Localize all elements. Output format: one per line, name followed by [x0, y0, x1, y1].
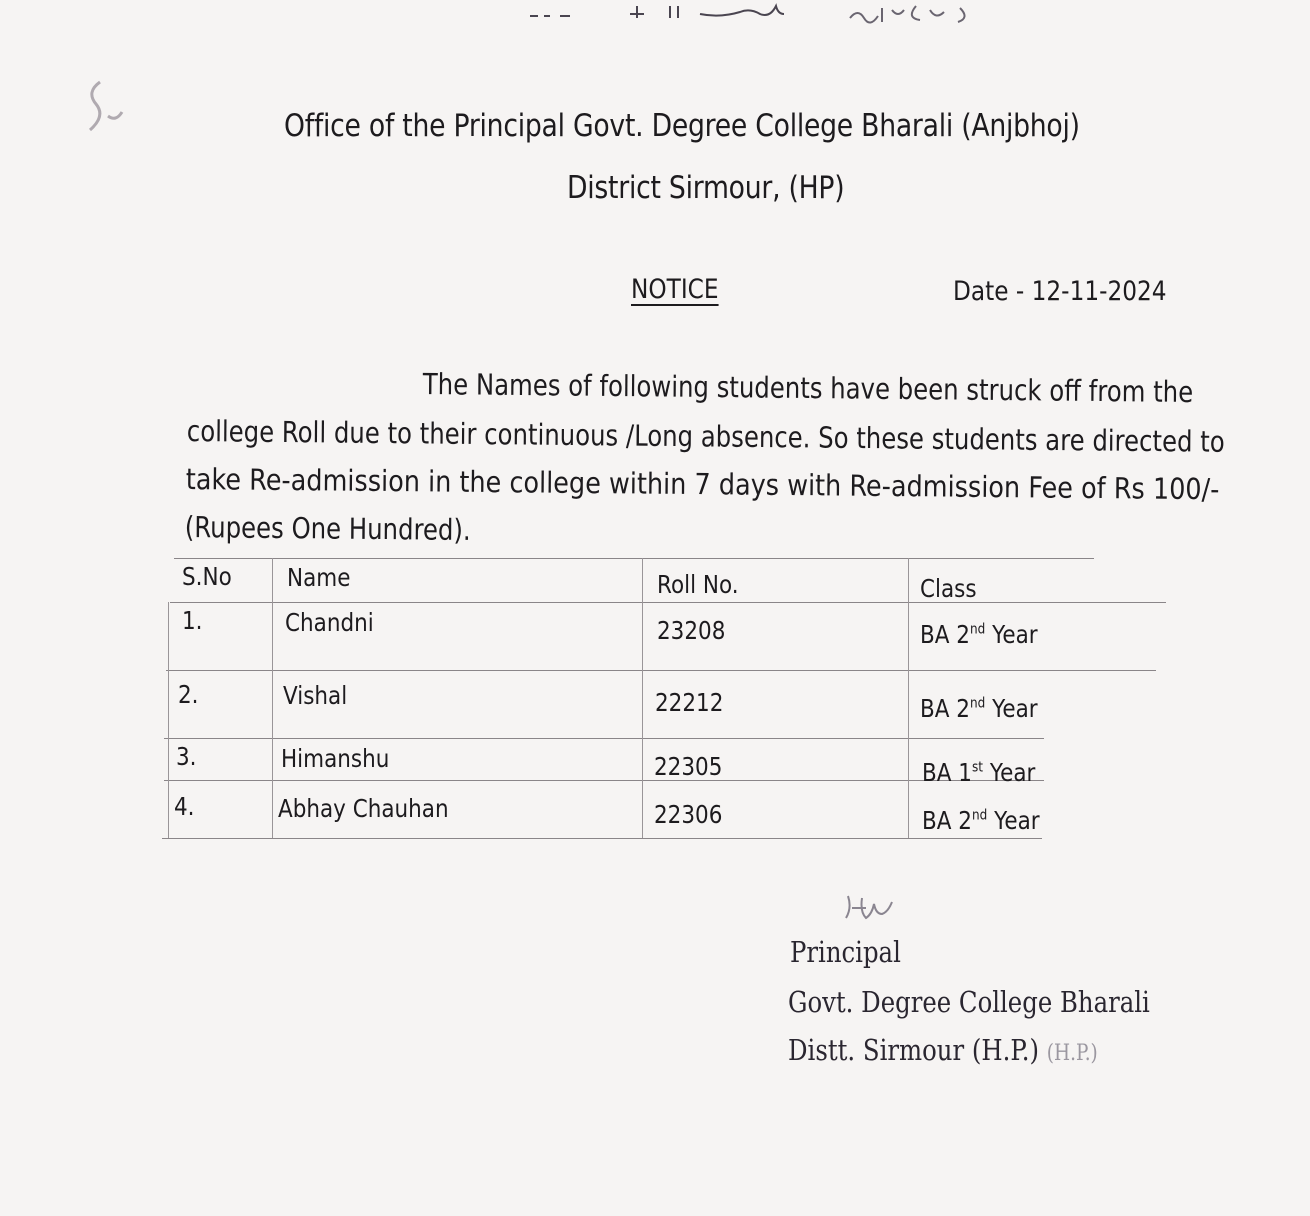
- header-class: Class: [920, 574, 977, 603]
- row-2-sno: 2.: [178, 680, 199, 709]
- row-1-roll: 23208: [657, 616, 726, 645]
- table-rule: [170, 602, 1166, 603]
- notice-date: Date - 12-11-2024: [953, 276, 1167, 307]
- row-3-sno: 3.: [176, 742, 197, 771]
- row-2-roll: 22212: [655, 688, 724, 717]
- signature-title: Principal: [790, 935, 901, 969]
- header-name: Name: [287, 563, 351, 592]
- table-col-divider: [908, 558, 909, 838]
- row-1-sno: 1.: [182, 606, 203, 635]
- paragraph-line-1: The Names of following students have been struck off from the: [422, 367, 1194, 410]
- row-4-class: BA 2nd Year: [922, 806, 1040, 835]
- row-2-class: BA 2nd Year: [920, 694, 1038, 723]
- row-2-name: Vishal: [283, 681, 348, 710]
- margin-mark-icon: [78, 72, 128, 142]
- paragraph-line-4: (Rupees One Hundred).: [184, 510, 471, 547]
- notice-title: NOTICE: [631, 274, 719, 305]
- header-roll: Roll No.: [657, 570, 739, 599]
- row-4-name: Abhay Chauhan: [278, 794, 449, 823]
- table-rule: [162, 838, 1042, 839]
- row-4-sno: 4.: [174, 792, 195, 821]
- table-rule: [164, 738, 1044, 739]
- table-rule: [174, 558, 1094, 559]
- handwritten-signature: [842, 888, 902, 928]
- row-3-class: BA 1st Year: [922, 758, 1036, 787]
- students-table: [160, 548, 1160, 848]
- office-district: District Sirmour, (HP): [567, 170, 845, 206]
- top-edge-handwriting: [520, 0, 1040, 30]
- stamp-suffix: (H.P.): [1046, 1041, 1098, 1066]
- table-col-divider: [642, 558, 643, 838]
- table-rule: [164, 780, 1044, 781]
- signature-district: Distt. Sirmour (H.P.) (H.P.): [788, 1033, 1098, 1067]
- row-1-class: BA 2nd Year: [920, 620, 1038, 649]
- row-3-roll: 22305: [654, 752, 723, 781]
- paragraph-line-2: college Roll due to their continuous /Long absence. So these students are directed to: [186, 414, 1225, 459]
- row-3-name: Himanshu: [281, 744, 390, 773]
- table-col-divider: [168, 602, 169, 838]
- header-sno: S.No: [182, 562, 232, 591]
- paragraph-line-3: take Re-admission in the college within 7 days with Re-admission Fee of Rs 100/-: [185, 462, 1220, 507]
- signature-college: Govt. Degree College Bharali: [788, 985, 1150, 1019]
- row-4-roll: 22306: [654, 800, 723, 829]
- row-1-name: Chandni: [285, 608, 374, 637]
- office-title: Office of the Principal Govt. Degree College Bharali (Anjbhoj): [284, 108, 1080, 144]
- table-col-divider: [272, 558, 273, 838]
- table-rule: [166, 670, 1156, 671]
